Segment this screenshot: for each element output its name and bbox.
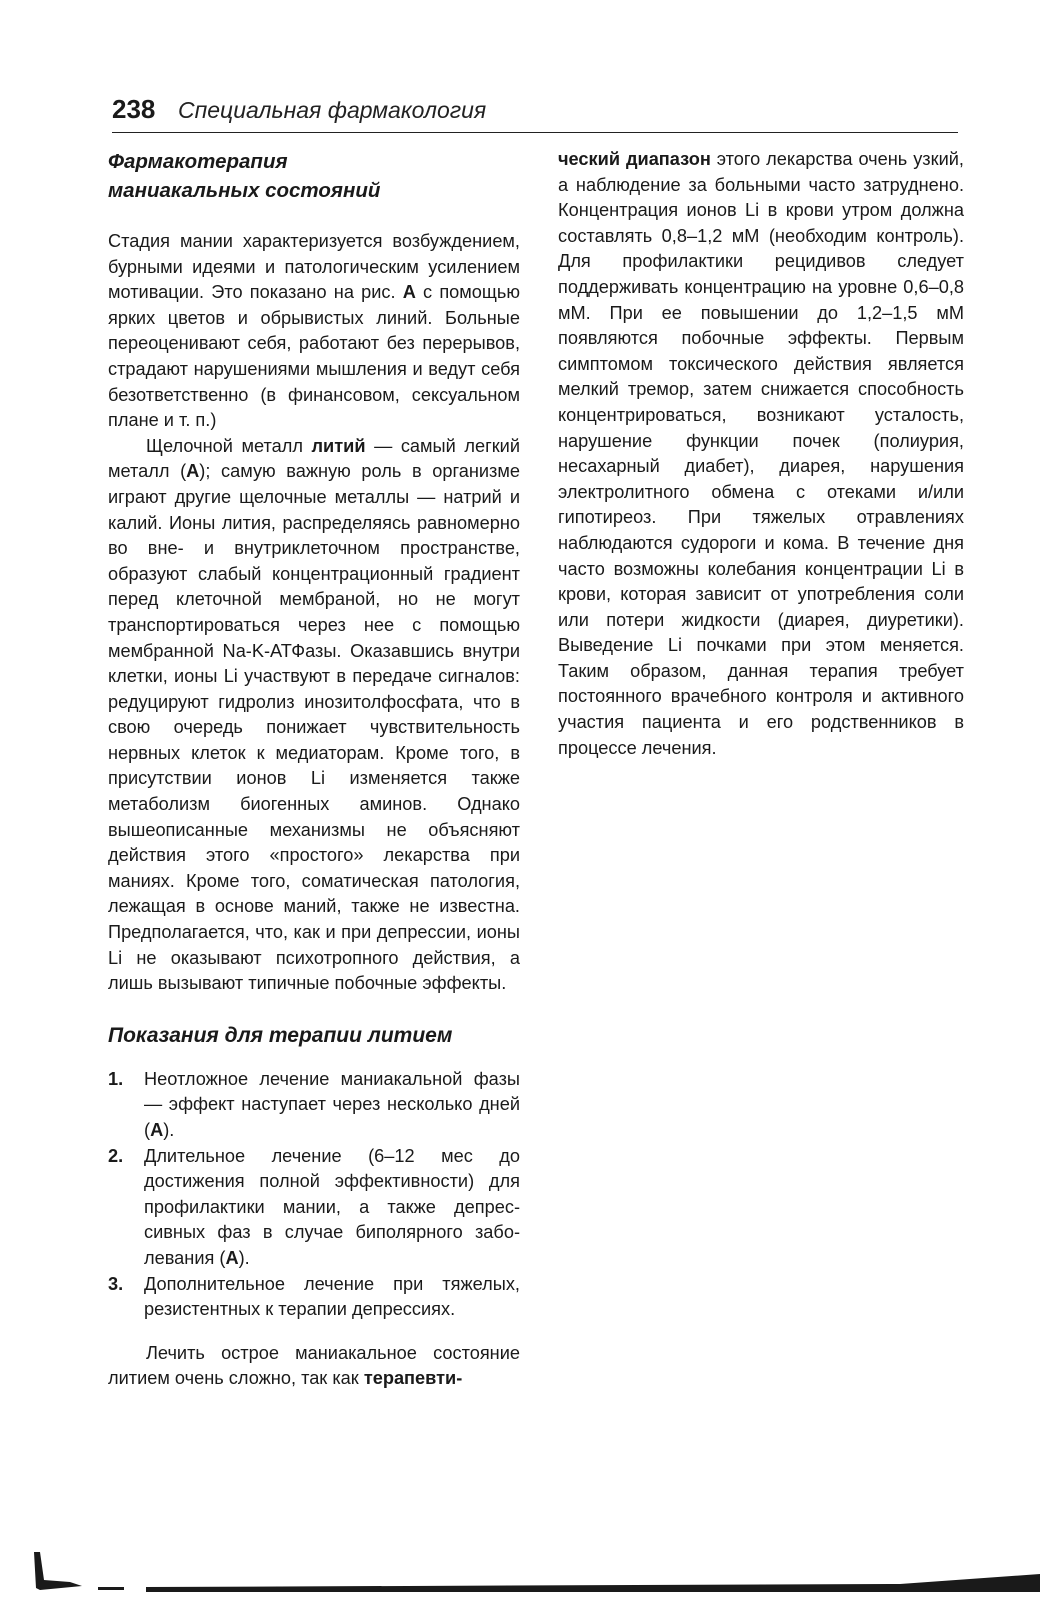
section-title-line-1: Фармакотерапия: [108, 150, 288, 173]
text-run: Неотложное лечение маниакальной фазы — эффект наступает через несколько дней (: [144, 1068, 520, 1140]
figure-ref: А: [150, 1120, 164, 1140]
paragraph-continuation: [558, 147, 964, 761]
figure-ref: А: [186, 461, 200, 482]
term-lithium: литий: [311, 435, 366, 456]
list-item: [108, 1067, 520, 1144]
right-column: [558, 147, 964, 761]
text-run: ).: [163, 1120, 175, 1140]
corner-mark: [34, 1552, 82, 1590]
page-number: 238: [112, 94, 156, 124]
text-run: Дополнительное лечение при тяжелых, резистентных к терапии депрессиях.: [144, 1273, 520, 1320]
page-header: [112, 92, 958, 133]
figure-ref: А: [402, 282, 416, 303]
text-run: — самый легкий металл (: [108, 435, 520, 482]
text-run: этого лекарства очень узкий, а наблюдение за больными часто затруднено. Концентрация ионов Li в крови утром должна составлять 0,8–1,2 мМ (необходим контроль). Для профилактики рецидивов следует поддерживать концентрацию на уровне 0,6–0,8 мМ. При ее повышении до 1,2–1,5 мМ появляются побочные эффекты. Первым симптомом токсического действия является мелкий тремор, затем снижается способность концентрироваться, возникают усталость, нарушение функции почек (полиурия, несахарный диабет), диарея, нарушения электролитного обмена с отеками и/или гипотиреоз. При тяжелых отравлениях наблюдаются судороги и кома. В течение дня часто возможны колебания концентрации Li в крови, которая зависит от употребления соли или потери жидкости (диарея, диуретики). Выведение Li почками при этом меняется. Таким образом, данная терапия требует постоянного врачебного контроля и активного участия пациента и его родственников в процессе лечения.: [558, 149, 964, 758]
footer-rule: [146, 1574, 1040, 1592]
text-run: ); самую важную роль в организме играют другие щелочные металлы — натрий и калий. Ионы лития, распределяясь равномерно во вне- и внутриклеточном пространстве, образуют слабый концентрационный градиент перед клеточной мембраной, но не могут транспортироваться через нее с помощью мембранной Na-K-АТФазы. Оказавшись внутри клетки, ионы Li участвуют в передаче сигналов: редуцируют гидролиз инозитолфосфата, что в свою очередь понижает чувствительность нервных клеток к медиаторам. Кроме того, в присутствии ионов Li изменяется также метаболизм биогенных аминов. Однако вышеописанные механизмы не объясняют действия этого «простого» лекарства при маниях. Кроме того, соматическая патология, лежащая в основе маний, также не известна. Предполагается, что, как и при депрессии, ионы Li не оказывают психотропного действия, а лишь вызывают типичные побочные эффекты.: [108, 461, 520, 994]
text-run: с помощью ярких цветов и обрывистых линий. Больные переоценивают себя, работают без перерывов, страдают нарушениями мышления и ведут себя безответственно (в финансовом, сексуальном плане и т. п.): [108, 282, 520, 431]
footer-decoration: [0, 1540, 1064, 1601]
list-item-number: 3.: [108, 1273, 124, 1294]
paragraph-mania-description: [108, 229, 520, 434]
section-title: [108, 147, 520, 205]
text-run: Щелочной металл: [146, 435, 312, 456]
paragraph-lithium: [108, 434, 520, 997]
running-title: Специальная фармакология: [178, 97, 487, 123]
text-run: ).: [238, 1247, 250, 1268]
left-column: [108, 147, 520, 1392]
subsection-title: Показания для терапии литием: [108, 1023, 453, 1047]
text-run: Стадия мании характеризуется возбуждением, бурными идеями и патологическим усилением мотивации. Это показано на рис.: [108, 231, 520, 303]
indications-list: [108, 1067, 520, 1323]
text-run: Лечить острое маниакальное состояние литием очень сложно, так как: [108, 1342, 520, 1389]
text-run: Длительное лечение (6–12 мес до достижения полной эффективности) для профилактики мании, а также депрессивных фаз в случае биполярного заболевания (: [144, 1145, 520, 1268]
paragraph-closing: [108, 1341, 520, 1392]
section-title-line-2: маниакальных состояний: [108, 179, 381, 202]
list-item-number: 2.: [108, 1145, 124, 1166]
list-item: [108, 1144, 520, 1272]
term-therapeutic: терапевти-: [363, 1368, 463, 1389]
list-item-number: 1.: [108, 1068, 124, 1089]
footer-short-rule: [98, 1587, 124, 1590]
term-therapeutic-range: ческий диапазон: [558, 149, 711, 169]
list-item: [108, 1272, 520, 1323]
figure-ref: А: [225, 1247, 239, 1268]
